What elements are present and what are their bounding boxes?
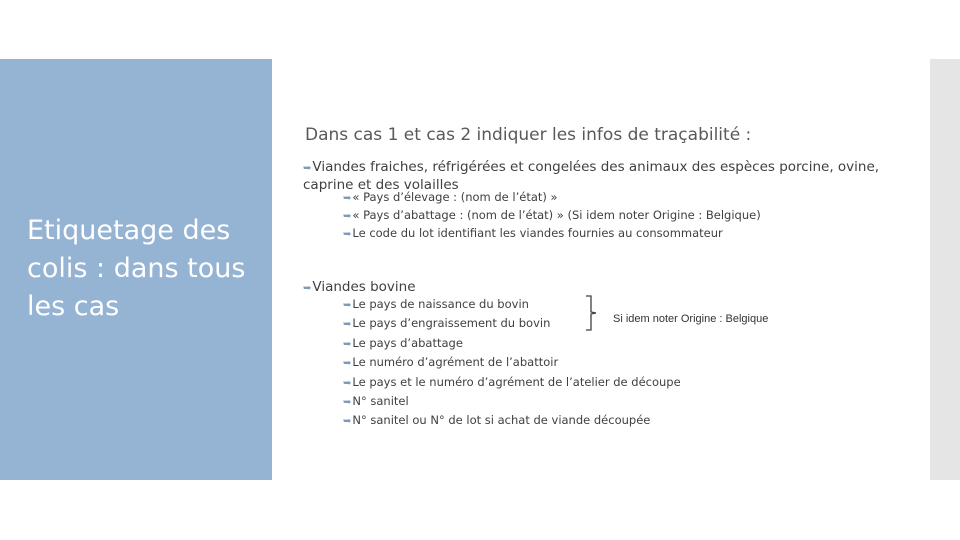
list-item: ➥Le pays d’abattage [343,336,463,350]
arrow-bullet-icon: ➥ [343,358,352,369]
right-brace [584,295,598,331]
arrow-bullet-icon: ➥ [343,193,352,204]
section-heading: Dans cas 1 et cas 2 indiquer les infos de traçabilité : [305,125,752,145]
arrow-bullet-icon: ➥ [343,416,352,427]
list-item: ➥N° sanitel ou N° de lot si achat de viande découpée [343,413,651,427]
arrow-bullet-icon: ➥ [343,211,352,222]
arrow-bullet-icon: ➥ [343,229,352,240]
list-item: ➥Le numéro d’agrément de l’abattoir [343,355,559,369]
bracket-note: Si idem noter Origine : Belgique [613,313,769,325]
arrow-bullet-icon: ➥ [343,319,352,330]
arrow-bullet-icon: ➥ [303,283,312,294]
section1-title: ➥Viandes fraiches, réfrigérées et congelées des animaux des espèces porcine, ovine, caprine et des volailles [303,159,880,193]
right-strip [930,59,960,480]
list-item: ➥Le code du lot identifiant les viandes fournies au consommateur [343,226,723,240]
section2-title: ➥Viandes bovine [303,279,416,295]
arrow-bullet-icon: ➥ [343,300,352,311]
list-item: ➥Le pays d’engraissement du bovin [343,316,551,330]
list-item: ➥N° sanitel [343,394,409,408]
list-item: ➥« Pays d’abattage : (nom de l’état) » (Si idem noter Origine : Belgique) [343,208,761,222]
arrow-bullet-icon: ➥ [343,378,352,389]
arrow-bullet-icon: ➥ [343,397,352,408]
list-item: ➥« Pays d’élevage : (nom de l’état) » [343,190,558,204]
arrow-bullet-icon: ➥ [343,339,352,350]
arrow-bullet-icon: ➥ [303,163,312,174]
slide-title: Etiquetage des colis : dans tous les cas [27,215,246,322]
list-item: ➥Le pays et le numéro d’agrément de l’atelier de découpe [343,375,681,389]
list-item: ➥Le pays de naissance du bovin [343,297,529,311]
